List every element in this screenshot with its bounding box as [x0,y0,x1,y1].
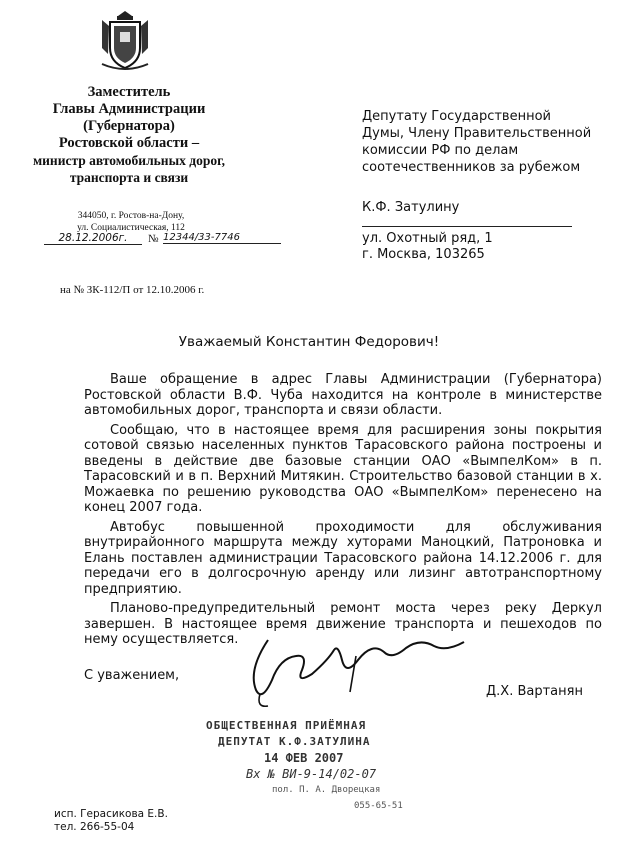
recipient-block [362,108,602,176]
reception-stamp [206,718,403,811]
in-reference: на № ЗК-112/П от 12.10.2006 г. [60,284,205,296]
body-paragraph: Автобус повышенной проходимости для обслуживания внутрирайонного маршрута между хуторами Маноцкий, Патроновка и Елань поставлен администрации Тарасовского района 14.12.2006 г. для передачи его в долгосрочную аренду или лизинг автотранспортному предприятию. [84,519,602,597]
recipient-name: К.Ф. Затулину [362,200,460,215]
sender-address [56,210,206,234]
outgoing-number-label: № [148,233,159,245]
body-paragraph: Ваше обращение в адрес Главы Администрации (Губернатора) Ростовской области В.Ф. Чуба находится на контроле в министерстве автомобильных дорог, транспорта и связи области. [84,372,602,418]
recipient-line-2: Думы, Члену Правительственной [362,126,592,141]
outgoing-date: 28.12.2006г. [44,232,142,245]
outgoing-registration [20,232,282,250]
outgoing-number: 12344/33-7746 [163,232,281,244]
sender-title-5: министр автомобильных дорог, [32,153,226,168]
sender-title-6: транспорта и связи [69,170,189,185]
signer-name: Д.Х. Вартанян [486,684,583,699]
sender-title-2: Главы Администрации [52,101,206,117]
letter-body [84,372,602,652]
stamp-phone: 055-65-51 [354,801,403,811]
recipient-divider [362,226,572,227]
sender-address-2: ул. Социалистическая, 112 [77,223,185,233]
sender-title-4: Ростовской области – [58,135,200,151]
stamp-line-1: ОБЩЕСТВЕННАЯ ПРИЁМНАЯ [206,719,367,732]
stamp-line-2: ДЕПУТАТ К.Ф.ЗАТУЛИНА [218,735,371,748]
recipient-line-1: Депутату Государственной [362,109,551,124]
stamp-registration: Вх № ВИ-9-14/02-07 [246,767,377,781]
body-paragraph: Планово-предупредительный ремонт моста через реку Деркул завершен. В настоящее время движение транспорта и пешеходов по нему осуществляется. [84,601,602,647]
sender-title-3: (Губернатора) [83,118,175,134]
rostov-coat-of-arms-icon [96,8,154,76]
executor-name: исп. Герасикова Е.В. [54,808,168,820]
recipient-line-4: соотечественников за рубежом [362,160,581,175]
executor-block [54,808,168,834]
recipient-address-2: г. Москва, 103265 [362,247,485,262]
closing: С уважением, [84,668,180,683]
recipient-address-1: ул. Охотный ряд, 1 [362,231,493,246]
stamp-date: 14 ФЕВ 2007 [264,751,344,765]
executor-phone: тел. 266-55-04 [54,821,135,833]
recipient-line-3: комиссии РФ по делам [362,143,519,158]
recipient-address [362,231,493,263]
greeting: Уважаемый Константин Федорович! [178,334,440,350]
stamp-received: пол. П. А. Дворецкая [272,785,381,795]
body-paragraph: Сообщаю, что в настоящее время для расширения зоны покрытия сотовой связью населенных пунктов Тарасовского района построены и введены в действие две базовые станции ОАО «ВымпелКом» в п. Тарасовский и в п. Верхний Митякин. Строительство базовой станции в х. Можаевка по решению руководства ОАО «ВымпелКом» перенесено на конец 2007 года. [84,422,602,515]
sender-block [18,84,240,186]
sender-title-1: Заместитель [87,84,171,100]
sender-address-1: 344050, г. Ростов-на-Дону, [77,211,185,221]
signature-icon [238,630,470,712]
